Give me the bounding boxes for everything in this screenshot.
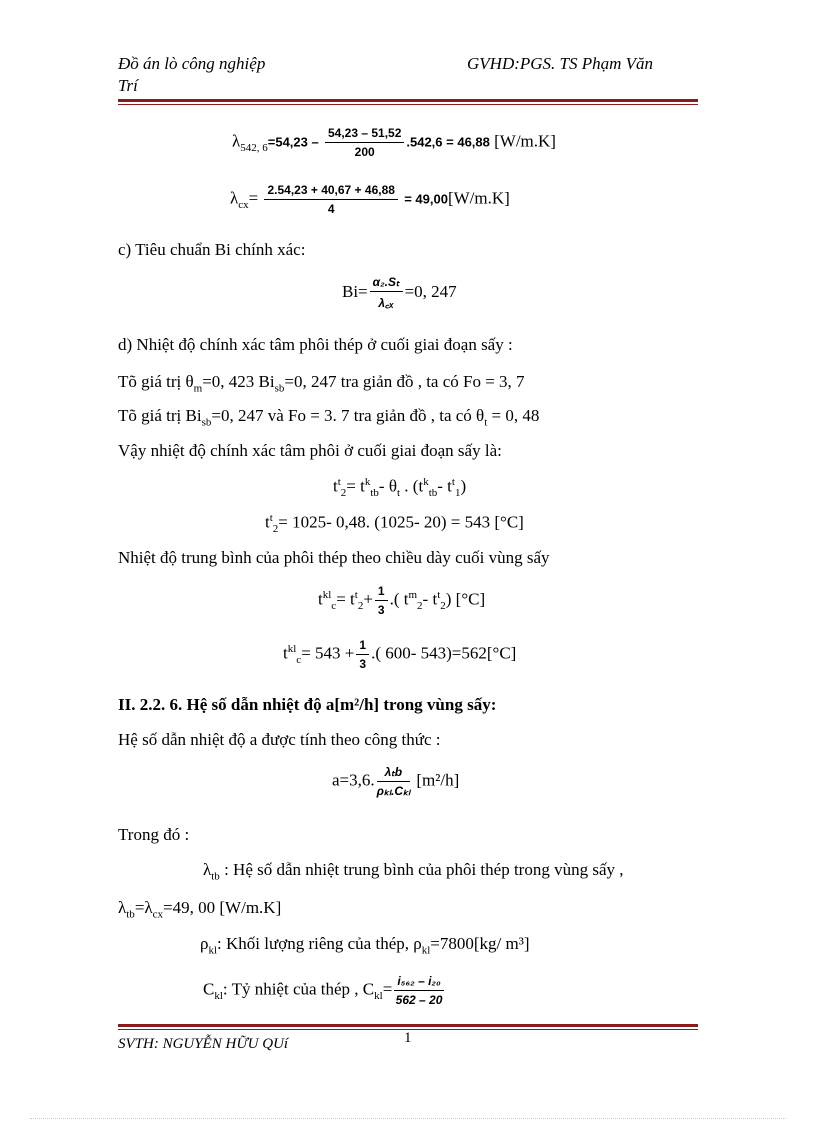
header-left-cont: Trí xyxy=(118,76,138,95)
equation-lambda-542: $\lambda_{542, 6}=54,23$ – $\frac{54,23 - 51,52}{200}$ .542,6 = 46,88 [W/m.K] xyxy=(232,126,556,159)
definition-ckl: $C_{kl}$: Tỷ nhiệt của thép , $C_{kl}=$ $\frac{\text{i₅₆₂ – i₂₀}}{562 - 20}$ xyxy=(203,974,443,1007)
equation-tklc-value: $t^{kl}_c= 543$ + $\frac{1}{3}$ .( 600- 543)=562[°C] xyxy=(283,638,517,671)
paragraph-line: Tõ giá trị $\theta_m=0$, 423 $Bi_{sb}=0$, 247 tra giản đồ , ta có Fo = 3, 7 xyxy=(118,372,525,395)
page-number: 1 xyxy=(404,1030,412,1046)
paragraph-line: Nhiệt độ trung bình của phôi thép theo chiều dày cuối vùng sấy xyxy=(118,548,550,567)
subsection-c-title: c) Tiêu chuẩn Bi chính xác: xyxy=(118,240,306,259)
equation-tklc: $t^{kl}_c= t^t_2+$ $\frac{1}{3}$ .( $t^m_2-$ $t^t_2$) [°C] xyxy=(318,584,486,617)
equation-t2: $t^t_2= t^k_{tb}-$ $\theta_t$ . ($t^k_{tb}-$ $t^t_1$) xyxy=(333,476,467,500)
subsection-d-title: d) Nhiệt độ chính xác tâm phôi thép ở cuối giai đoạn sấy : xyxy=(118,335,513,354)
definition-rho: $\rho_{kl}$: Khối lượng riêng của thép, $\rho_{kl}=7800[kg/$ m³] xyxy=(200,934,530,957)
section-heading: II. 2.2. 6. Hệ số dẫn nhiệt độ a[m²/h] trong vùng sấy: xyxy=(118,695,497,714)
trong-do-label: Trong đó : xyxy=(118,825,190,844)
equation-a: a=3,6. $\frac{\text{λₜb}}{\text{ρₖₗ.Cₖₗ}}$ [m²/h] xyxy=(332,765,460,798)
definition-lambda-value: $\lambda_{tb}=\lambda_{cx}=49$, 00 [W/m.K] xyxy=(118,898,282,921)
equation-t2-value: $t^t_2= 1025-$ 0,48. (1025- 20) = 543 [°C] xyxy=(265,512,524,536)
header-right: GVHD:PGS. TS Phạm Văn xyxy=(467,54,654,73)
footer-author: SVTH: NGUYỄN HỮU QUí xyxy=(118,1036,289,1052)
header-left: Đồ án lò công nghiệp xyxy=(118,54,266,73)
page-bottom-border xyxy=(30,1118,786,1119)
definition-lambda-tb: $\lambda_{tb}$ : Hệ số dẫn nhiệt trung bình của phôi thép trong vùng sấy , xyxy=(203,860,624,883)
paragraph-line: Hệ số dẫn nhiệt độ a được tính theo công thức : xyxy=(118,730,441,749)
equation-lambda-cx: $\lambda_{cx}=$ $\frac{2.54,23 + 40,67 + 46,88}{4}$ = 49,00[W/m.K] xyxy=(230,183,510,216)
equation-bi: Bi= $\frac{\text{α₂.Sₜ}}{\text{λ꜀ₓ}}$ =0, 247 xyxy=(342,275,457,310)
paragraph-line: Vậy nhiệt độ chính xác tâm phôi ở cuối giai đoạn sấy là: xyxy=(118,441,502,460)
paragraph-line: Tõ giá trị $Bi_{sb}=0$, 247 và Fo = 3. 7 tra giản đồ , ta có $\theta_t = 0$, 48 xyxy=(118,406,540,429)
header-rule xyxy=(118,99,698,105)
